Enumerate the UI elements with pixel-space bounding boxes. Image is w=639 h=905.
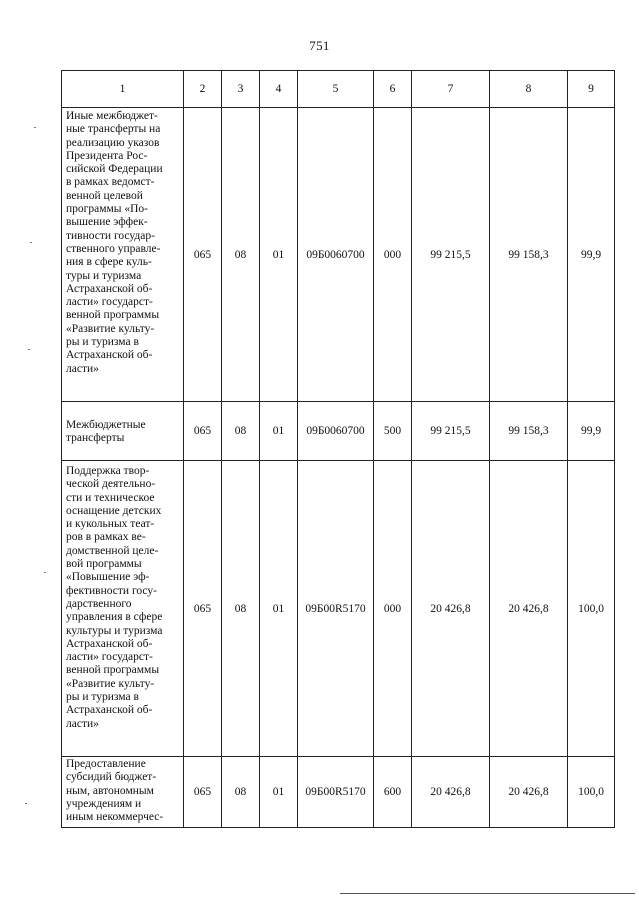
table-cell: 08 (222, 108, 260, 402)
table-cell: 08 (222, 757, 260, 828)
row-description: Предоставление субсидий бюджет- ным, автономным учреждениям и иным некоммерчес- (62, 757, 184, 828)
table-cell: 20 426,8 (490, 757, 568, 828)
column-header: 6 (374, 71, 412, 108)
budget-table (61, 70, 615, 828)
table-cell: 01 (260, 757, 298, 828)
table-row (62, 757, 615, 828)
table-row (62, 402, 615, 461)
scan-speck (34, 127, 36, 128)
table-cell: 09Б00R5170 (298, 461, 374, 757)
table-cell: 01 (260, 108, 298, 402)
column-header: 1 (62, 71, 184, 108)
table-cell: 99 158,3 (490, 108, 568, 402)
table-cell: 500 (374, 402, 412, 461)
scan-speck (44, 572, 46, 573)
scan-speck (25, 803, 27, 804)
table-cell: 99 158,3 (490, 402, 568, 461)
column-header: 5 (298, 71, 374, 108)
table-row (62, 461, 615, 757)
table-cell: 08 (222, 461, 260, 757)
table-cell: 09Б0060700 (298, 108, 374, 402)
table-cell: 100,0 (568, 461, 615, 757)
table-cell: 01 (260, 461, 298, 757)
table-cell: 065 (184, 402, 222, 461)
page-number: 751 (309, 38, 330, 53)
column-header: 7 (412, 71, 490, 108)
table-cell: 99,9 (568, 108, 615, 402)
table-cell: 065 (184, 461, 222, 757)
scan-speck (30, 242, 32, 243)
table-cell: 20 426,8 (412, 461, 490, 757)
table-cell: 065 (184, 108, 222, 402)
table-cell: 000 (374, 108, 412, 402)
table-cell: 09Б00R5170 (298, 757, 374, 828)
table-cell: 08 (222, 402, 260, 461)
table-cell: 99 215,5 (412, 402, 490, 461)
table-cell: 065 (184, 757, 222, 828)
table-cell: 000 (374, 461, 412, 757)
table-cell: 09Б0060700 (298, 402, 374, 461)
scan-speck (28, 349, 30, 350)
table-cell: 99,9 (568, 402, 615, 461)
table-cell: 600 (374, 757, 412, 828)
column-header: 9 (568, 71, 615, 108)
column-header: 2 (184, 71, 222, 108)
table-cell: 01 (260, 402, 298, 461)
table-cell: 20 426,8 (412, 757, 490, 828)
column-header: 8 (490, 71, 568, 108)
table-cell: 100,0 (568, 757, 615, 828)
table-cell: 20 426,8 (490, 461, 568, 757)
row-description: Иные межбюджет- ные трансферты на реализацию указов Президента Рос- сийской Федерации в рамках ведомст- венной целевой программы «По- вышение эффек- тивности государ- ственного управле- ния в сфере куль- туры и туризма Астраханской об- ласти» государст- венной программы «Развитие культу- ры и туризма в Астраханской об- ласти» (62, 108, 184, 402)
column-header: 3 (222, 71, 260, 108)
column-header: 4 (260, 71, 298, 108)
header-row (62, 71, 615, 108)
table-row (62, 108, 615, 402)
table-cell: 99 215,5 (412, 108, 490, 402)
row-description: Поддержка твор- ческой деятельно- сти и техническое оснащение детских и кукольных теат- ров в рамках ве- домственной целе- вой программы «Повышение эф- фективности госу- дарственного управления в сфере культуры и туризма Астраханской об- ласти» государст- венной программы «Развитие культу- ры и туризма в Астраханской об- ласти» (62, 461, 184, 757)
bottom-rule (340, 893, 635, 894)
row-description: Межбюджетные трансферты (62, 402, 184, 461)
